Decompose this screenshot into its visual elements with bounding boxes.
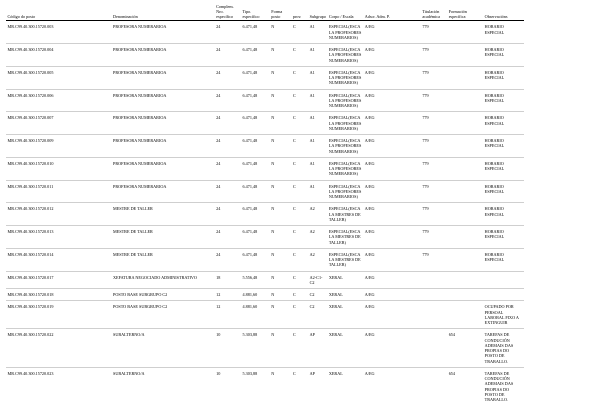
cell-observacions: OCUPADO POR PERSOAL LABORAL FIXO A EXTINGUIR <box>483 301 524 329</box>
cell-formacion <box>447 21 483 44</box>
cell-complemento: 24 <box>215 180 241 203</box>
cell-corpo-escala: ESPECIAL(ESCALA MESTRES DE TALLER) <box>327 248 363 271</box>
cell-denominacion: POSTO BASE SUBGRUPO C2 <box>112 301 215 329</box>
cell-adscricion: A/EG <box>363 44 421 67</box>
cell-denominacion: PROFESORA NUMERARIOA <box>112 66 215 89</box>
cell-denominacion: PROFESORA NUMERARIOA <box>112 112 215 135</box>
cell-formacion <box>447 157 483 180</box>
cell-titulacion: 779 <box>421 203 447 226</box>
cell-denominacion: PROFESORA NUMERARIOA <box>112 135 215 158</box>
cell-especifico: 6.471,48 <box>241 21 270 44</box>
cell-tipo-posto: N <box>270 44 292 67</box>
cell-tipo-posto: N <box>270 289 292 301</box>
cell-especifico: 6.471,48 <box>241 248 270 271</box>
column-header-subgrupo: Subgrupo <box>308 4 327 21</box>
cell-especifico: 5.556,48 <box>241 271 270 289</box>
cell-observacions: HORARIO ESPECIAL <box>483 248 524 271</box>
table-row[interactable] <box>6 135 608 158</box>
cell-formacion <box>447 289 483 301</box>
table-row[interactable] <box>6 289 608 301</box>
cell-formacion <box>447 226 483 249</box>
cell-formacion <box>447 248 483 271</box>
cell-corpo-escala: ESPECIAL(ESCALA PROFESORES NUMERARIOS) <box>327 44 363 67</box>
cell-observacions: HORARIO ESPECIAL <box>483 89 524 112</box>
column-header-observacions: Observacións <box>483 4 524 21</box>
cell-formacion <box>447 271 483 289</box>
cell-observacions: HORARIO ESPECIAL <box>483 21 524 44</box>
cell-forma-prov: C <box>291 157 308 180</box>
cell-forma-prov: C <box>291 112 308 135</box>
cell-codigo: MR.C99.40.300.15720.009 <box>6 135 112 158</box>
cell-denominacion: PROFESORA NUMERARIOA <box>112 157 215 180</box>
column-header-corpo-escala: Corpo / Escala <box>327 4 363 21</box>
cell-codigo: MR.C99.40.300.15720.019 <box>6 301 112 329</box>
cell-especifico: 6.471,48 <box>241 180 270 203</box>
cell-observacions <box>483 271 524 289</box>
cell-codigo: MR.C99.40.300.15720.004 <box>6 44 112 67</box>
cell-forma-prov: C <box>291 66 308 89</box>
cell-adscricion: A/EG <box>363 66 421 89</box>
column-header-forma-prov: prov. <box>291 4 308 21</box>
cell-denominacion: POSTO BASE SUBGRUPO C2 <box>112 289 215 301</box>
cell-codigo: MR.C99.40.300.15720.013 <box>6 226 112 249</box>
table-row[interactable] <box>6 21 608 44</box>
column-header-adscricion: Adscr. Adm. P. <box>363 4 421 21</box>
cell-adscricion: A/EG <box>363 248 421 271</box>
cell-observacions <box>483 289 524 301</box>
cell-observacions: TAREFAS DE CONDUCIÓN ADEMAIS DAS PROPIAS DO POSTO DE TRABALLO. <box>483 329 524 368</box>
cell-especifico: 5.303,88 <box>242 370 258 376</box>
cell-adscricion: A/EG <box>363 157 421 180</box>
cell-denominacion: PROFESORA NUMERARIOA <box>112 44 215 67</box>
column-header-denominacion: Denominación <box>112 4 215 21</box>
cell-complemento: 24 <box>215 89 241 112</box>
table-row[interactable] <box>6 203 608 226</box>
cell-codigo: MR.C99.40.300.15720.005 <box>6 66 112 89</box>
cell-subgrupo: A1 <box>308 112 327 135</box>
cell-adscricion: A/EG <box>364 370 375 376</box>
cell-adscricion: A/EG <box>363 112 421 135</box>
cell-corpo-escala: ESPECIAL(ESCALA PROFESORES NUMERARIOS) <box>327 89 363 112</box>
table-row[interactable] <box>6 157 608 180</box>
cell-tipo-posto: N <box>270 329 292 368</box>
table-row[interactable] <box>6 367 608 405</box>
cell-denominacion: PROFESORA NUMERARIOA <box>112 89 215 112</box>
cell-complemento: 24 <box>215 135 241 158</box>
cell-observacions: HORARIO ESPECIAL <box>483 157 524 180</box>
cell-codigo: MR.C99.40.300.15720.006 <box>6 89 112 112</box>
cell-adscricion: A/EG <box>363 135 421 158</box>
cell-adscricion: A/EG <box>363 180 421 203</box>
cell-especifico: 6.471,48 <box>241 112 270 135</box>
column-header-tipo-posto: Forma posto <box>270 4 292 21</box>
cell-corpo-escala: ESPECIAL(ESCALA PROFESORES NUMERARIOS) <box>327 66 363 89</box>
cell-subgrupo: A2 <box>308 226 327 249</box>
cell-tipo-posto: N <box>270 203 292 226</box>
cell-formacion <box>447 135 483 158</box>
cell-adscricion: A/EG <box>363 301 421 329</box>
table-head <box>6 4 608 21</box>
cell-especifico: 6.471,48 <box>241 226 270 249</box>
cell-complemento: 12 <box>215 301 241 329</box>
cell-titulacion: 779 <box>421 248 447 271</box>
table-row[interactable] <box>6 248 608 271</box>
cell-forma-prov: C <box>291 329 308 368</box>
cell-corpo-escala: XERAL <box>327 289 363 301</box>
cell-complemento: 24 <box>215 226 241 249</box>
cell-titulacion: 779 <box>421 89 447 112</box>
cell-tipo-posto: N <box>270 66 292 89</box>
cell-titulacion: 779 <box>421 44 447 67</box>
cell-denominacion: PROFESORA NUMERARIOA <box>112 180 215 203</box>
cell-complemento: 24 <box>215 203 241 226</box>
column-header-titulacion: Titulación académica <box>421 4 447 21</box>
cell-observacions: TAREFAS DE CONDUCIÓN ADEMAIS DAS PROPIAS DO POSTO DE TRABALLO. <box>484 370 514 403</box>
cell-adscricion: A/EG <box>363 203 421 226</box>
cell-tipo-posto: N <box>270 301 292 329</box>
cell-formacion <box>447 44 483 67</box>
cell-tipo-posto: N <box>270 180 292 203</box>
cell-forma-prov: C <box>291 271 308 289</box>
cell-especifico: 6.471,48 <box>241 66 270 89</box>
cell-adscricion: A/EG <box>363 289 421 301</box>
cell-codigo: MR.C99.40.300.15720.022 <box>6 329 112 368</box>
cell-codigo: MR.C99.40.300.15720.012 <box>6 203 112 226</box>
cell-codigo: MR.C99.40.300.15720.003 <box>6 21 112 44</box>
cell-forma-prov: C <box>291 301 308 329</box>
cell-forma-prov: C <box>292 370 296 376</box>
cell-especifico: 6.471,48 <box>241 89 270 112</box>
cell-complemento: 12 <box>215 289 241 301</box>
cell-forma-prov: C <box>291 203 308 226</box>
cell-observacions: HORARIO ESPECIAL <box>483 203 524 226</box>
cell-formacion: 654 <box>448 370 455 376</box>
cell-formacion <box>447 203 483 226</box>
cell-codigo: MR.C99.40.300.15720.023 <box>7 370 54 376</box>
cell-titulacion <box>421 329 447 368</box>
cell-complemento: 24 <box>215 66 241 89</box>
cell-corpo-escala: ESPECIAL(ESCALA PROFESORES NUMERARIOS) <box>327 180 363 203</box>
cell-complemento: 24 <box>215 21 241 44</box>
cell-corpo-escala: ESPECIAL(ESCALA PROFESORES NUMERARIOS) <box>327 112 363 135</box>
cell-corpo-escala: XERAL <box>328 370 343 376</box>
cell-codigo: MR.C99.40.300.15720.011 <box>6 180 112 203</box>
cell-forma-prov: C <box>291 44 308 67</box>
cell-tipo-posto: N <box>270 21 292 44</box>
posts-table <box>6 4 608 405</box>
cell-formacion: 654 <box>447 329 483 368</box>
cell-titulacion: 779 <box>421 21 447 44</box>
cell-corpo-escala: XERAL <box>327 271 363 289</box>
cell-tipo-posto: N <box>271 370 275 376</box>
cell-denominacion: SUBALTERNO/A <box>113 370 145 376</box>
cell-subgrupo: A1 <box>308 157 327 180</box>
cell-adscricion: A/EG <box>363 21 421 44</box>
cell-subgrupo: A2-C1-C2 <box>308 271 327 289</box>
cell-especifico: 6.471,48 <box>241 203 270 226</box>
cell-titulacion <box>421 367 447 405</box>
table-header-row <box>6 4 608 21</box>
cell-tipo-posto: N <box>270 157 292 180</box>
cell-adscricion: A/EG <box>363 226 421 249</box>
cell-codigo: MR.C99.40.300.15720.018 <box>6 289 112 301</box>
cell-forma-prov: C <box>291 21 308 44</box>
table-row[interactable] <box>6 44 608 67</box>
cell-denominacion: SUBALTERNO/A <box>112 329 215 368</box>
cell-complemento: 10 <box>216 370 221 376</box>
table-row[interactable] <box>6 329 608 368</box>
cell-subgrupo: AP <box>308 329 327 368</box>
cell-adscricion: A/EG <box>363 329 421 368</box>
column-header-especifico: Tipo. específico <box>241 4 270 21</box>
cell-denominacion: MESTRE DE TALLER <box>112 248 215 271</box>
cell-complemento: 10 <box>215 329 241 368</box>
cell-subgrupo: A1 <box>308 44 327 67</box>
cell-forma-prov: C <box>291 135 308 158</box>
cell-tipo-posto: N <box>270 112 292 135</box>
cell-titulacion: 779 <box>421 135 447 158</box>
cell-subgrupo: A1 <box>308 21 327 44</box>
cell-tipo-posto: N <box>270 248 292 271</box>
cell-especifico: 5.303,88 <box>241 329 270 368</box>
cell-tipo-posto: N <box>270 89 292 112</box>
cell-tipo-posto: N <box>270 135 292 158</box>
cell-formacion <box>447 180 483 203</box>
table-row[interactable] <box>6 271 608 289</box>
cell-denominacion: MESTRE DE TALLER <box>112 226 215 249</box>
cell-especifico: 6.471,48 <box>241 135 270 158</box>
cell-observacions: HORARIO ESPECIAL <box>483 66 524 89</box>
table-row[interactable] <box>6 226 608 249</box>
cell-corpo-escala: XERAL <box>327 301 363 329</box>
cell-complemento: 18 <box>215 271 241 289</box>
cell-especifico: 6.471,48 <box>241 157 270 180</box>
cell-corpo-escala: ESPECIAL(ESCALA MESTRES DE TALLER) <box>327 226 363 249</box>
table-row[interactable] <box>6 66 608 89</box>
cell-codigo: MR.C99.40.300.15720.017 <box>6 271 112 289</box>
table-row[interactable] <box>6 301 608 329</box>
cell-especifico: 4.881,60 <box>241 289 270 301</box>
cell-adscricion: A/EG <box>363 89 421 112</box>
cell-codigo: MR.C99.40.300.15720.007 <box>6 112 112 135</box>
cell-complemento: 24 <box>215 44 241 67</box>
cell-subgrupo: C2 <box>308 289 327 301</box>
cell-subgrupo: A1 <box>308 66 327 89</box>
column-header-formacion: Formación específica <box>447 4 483 21</box>
cell-especifico: 6.471,48 <box>241 44 270 67</box>
cell-tipo-posto: N <box>270 226 292 249</box>
cell-formacion <box>447 301 483 329</box>
cell-corpo-escala: ESPECIAL(ESCALA MESTRES DE TALLER) <box>327 203 363 226</box>
cell-codigo: MR.C99.40.300.15720.010 <box>6 157 112 180</box>
cell-titulacion <box>421 301 447 329</box>
cell-observacions: HORARIO ESPECIAL <box>483 226 524 249</box>
cell-titulacion: 779 <box>421 180 447 203</box>
cell-subgrupo: C2 <box>308 301 327 329</box>
cell-titulacion: 779 <box>421 226 447 249</box>
cell-forma-prov: C <box>291 89 308 112</box>
cell-denominacion: XEFATURA NEGOCIADO ADMINISTRATIVO <box>112 271 215 289</box>
cell-observacions: HORARIO ESPECIAL <box>483 112 524 135</box>
cell-observacions: HORARIO ESPECIAL <box>483 135 524 158</box>
cell-formacion <box>447 66 483 89</box>
cell-codigo: MR.C99.40.300.15720.014 <box>6 248 112 271</box>
cell-denominacion: PROFESORA NUMERARIOA <box>112 21 215 44</box>
cell-formacion <box>447 89 483 112</box>
cell-titulacion <box>421 289 447 301</box>
cell-complemento: 24 <box>215 112 241 135</box>
cell-corpo-escala: ESPECIAL(ESCALA PROFESORES NUMERARIOS) <box>327 21 363 44</box>
column-header-codigo: Código do posto <box>6 4 112 21</box>
cell-complemento: 24 <box>215 157 241 180</box>
cell-especifico: 4.881,60 <box>241 301 270 329</box>
cell-tipo-posto: N <box>270 271 292 289</box>
cell-forma-prov: C <box>291 289 308 301</box>
cell-titulacion: 779 <box>421 157 447 180</box>
cell-observacions: HORARIO ESPECIAL <box>483 44 524 67</box>
cell-subgrupo: A1 <box>308 135 327 158</box>
cell-titulacion: 779 <box>421 112 447 135</box>
cell-forma-prov: C <box>291 248 308 271</box>
cell-corpo-escala: XERAL <box>327 329 363 368</box>
cell-denominacion: MESTRE DE TALLER <box>112 203 215 226</box>
cell-subgrupo: AP <box>309 370 315 376</box>
cell-adscricion: A/EG <box>363 271 421 289</box>
table-body <box>6 21 608 406</box>
cell-titulacion <box>421 271 447 289</box>
cell-subgrupo: A1 <box>308 180 327 203</box>
table-row[interactable] <box>6 89 608 112</box>
cell-titulacion: 779 <box>421 66 447 89</box>
column-header-complemento: Complem. Nro. específico <box>215 4 241 21</box>
table-row[interactable] <box>6 112 608 135</box>
cell-formacion <box>447 112 483 135</box>
cell-forma-prov: C <box>291 180 308 203</box>
cell-subgrupo: A2 <box>308 203 327 226</box>
cell-forma-prov: C <box>291 226 308 249</box>
table-row[interactable] <box>6 180 608 203</box>
cell-complemento: 24 <box>215 248 241 271</box>
cell-subgrupo: A2 <box>308 248 327 271</box>
cell-corpo-escala: ESPECIAL(ESCALA PROFESORES NUMERARIOS) <box>327 135 363 158</box>
cell-observacions: HORARIO ESPECIAL <box>483 180 524 203</box>
cell-corpo-escala: ESPECIAL(ESCALA PROFESORES NUMERARIOS) <box>327 157 363 180</box>
cell-subgrupo: A1 <box>308 89 327 112</box>
